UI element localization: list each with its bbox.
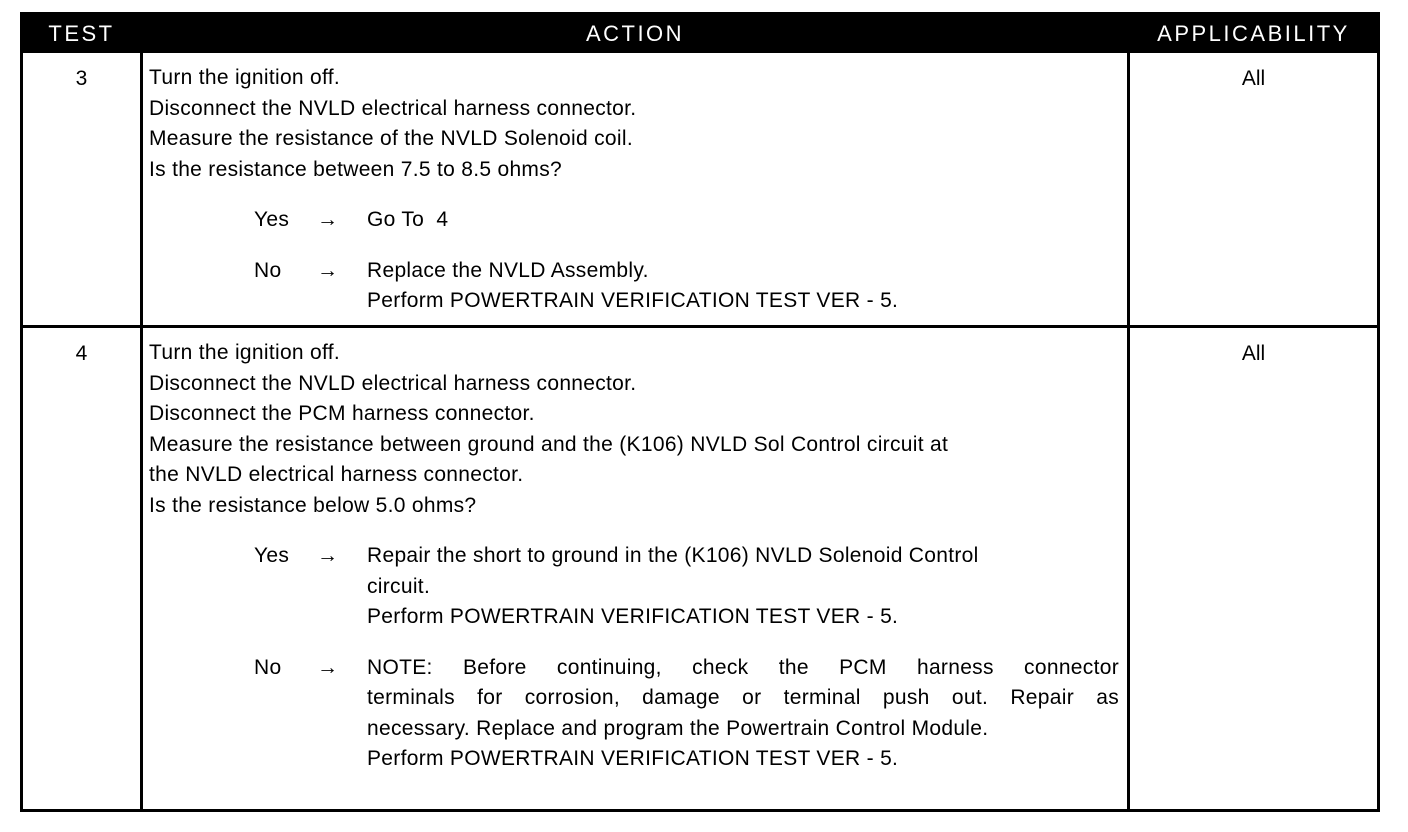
column-divider <box>140 15 143 809</box>
column-divider <box>1127 15 1130 809</box>
step-text: Is the resistance below 5.0 ohms? <box>149 493 477 517</box>
arrow-icon: → <box>317 544 339 567</box>
branch-text: Perform POWERTRAIN VERIFICATION TEST VER - 5. <box>367 747 899 770</box>
step-text: the NVLD electrical harness connector. <box>149 463 524 486</box>
branch-text: Perform POWERTRAIN VERIFICATION TEST VER - 5. <box>367 605 899 628</box>
no-label: No <box>254 655 282 679</box>
action-cell <box>149 63 1124 317</box>
yes-label: Yes <box>254 208 290 231</box>
diagnostic-table <box>20 12 1380 812</box>
step-text: Measure the resistance between ground and the (K106) NVLD Sol Control circuit at <box>149 432 949 456</box>
arrow-icon: → <box>317 208 339 231</box>
header-applicability: APPLICABILITY <box>1157 21 1350 46</box>
branch-text: necessary. Replace and program the Powertrain Control Module. <box>367 716 989 740</box>
test-number: 4 <box>75 342 88 365</box>
no-branch <box>149 653 1124 775</box>
yes-label: Yes <box>254 544 290 567</box>
arrow-icon: → <box>317 258 339 282</box>
branch-text: terminals for corrosion, damage or terminal push out. Repair as <box>367 686 1119 709</box>
no-label: No <box>254 258 282 282</box>
step-text: Turn the ignition off. <box>149 341 341 364</box>
header-test: TEST <box>48 21 115 46</box>
step-text: Disconnect the NVLD electrical harness connector. <box>149 371 637 395</box>
no-branch <box>149 256 1124 317</box>
step-text: Disconnect the NVLD electrical harness connector. <box>149 96 637 120</box>
branch-text: Replace the NVLD Assembly. <box>367 258 649 282</box>
branch-text: Repair the short to ground in the (K106) NVLD Solenoid Control <box>367 544 979 567</box>
arrow-icon: → <box>317 655 339 679</box>
applicability-value: All <box>1241 342 1266 365</box>
applicability-value: All <box>1241 67 1266 90</box>
step-text: Measure the resistance of the NVLD Solenoid coil. <box>149 127 633 150</box>
table-header <box>23 15 1377 53</box>
yes-branch <box>149 541 1124 633</box>
branch-text: Perform POWERTRAIN VERIFICATION TEST VER - 5. <box>367 289 899 312</box>
branch-text: Go To 4 <box>367 208 449 231</box>
step-text: Is the resistance between 7.5 to 8.5 ohms? <box>149 157 563 181</box>
test-number: 3 <box>75 67 88 90</box>
step-text: Disconnect the PCM harness connector. <box>149 402 535 425</box>
step-text: Turn the ignition off. <box>149 66 341 89</box>
yes-branch <box>149 205 1124 236</box>
action-cell <box>149 338 1124 775</box>
row-divider <box>23 325 1377 328</box>
branch-text: circuit. <box>367 574 431 598</box>
header-action: ACTION <box>585 21 685 46</box>
branch-text: NOTE: Before continuing, check the PCM harness connector <box>367 655 1119 679</box>
